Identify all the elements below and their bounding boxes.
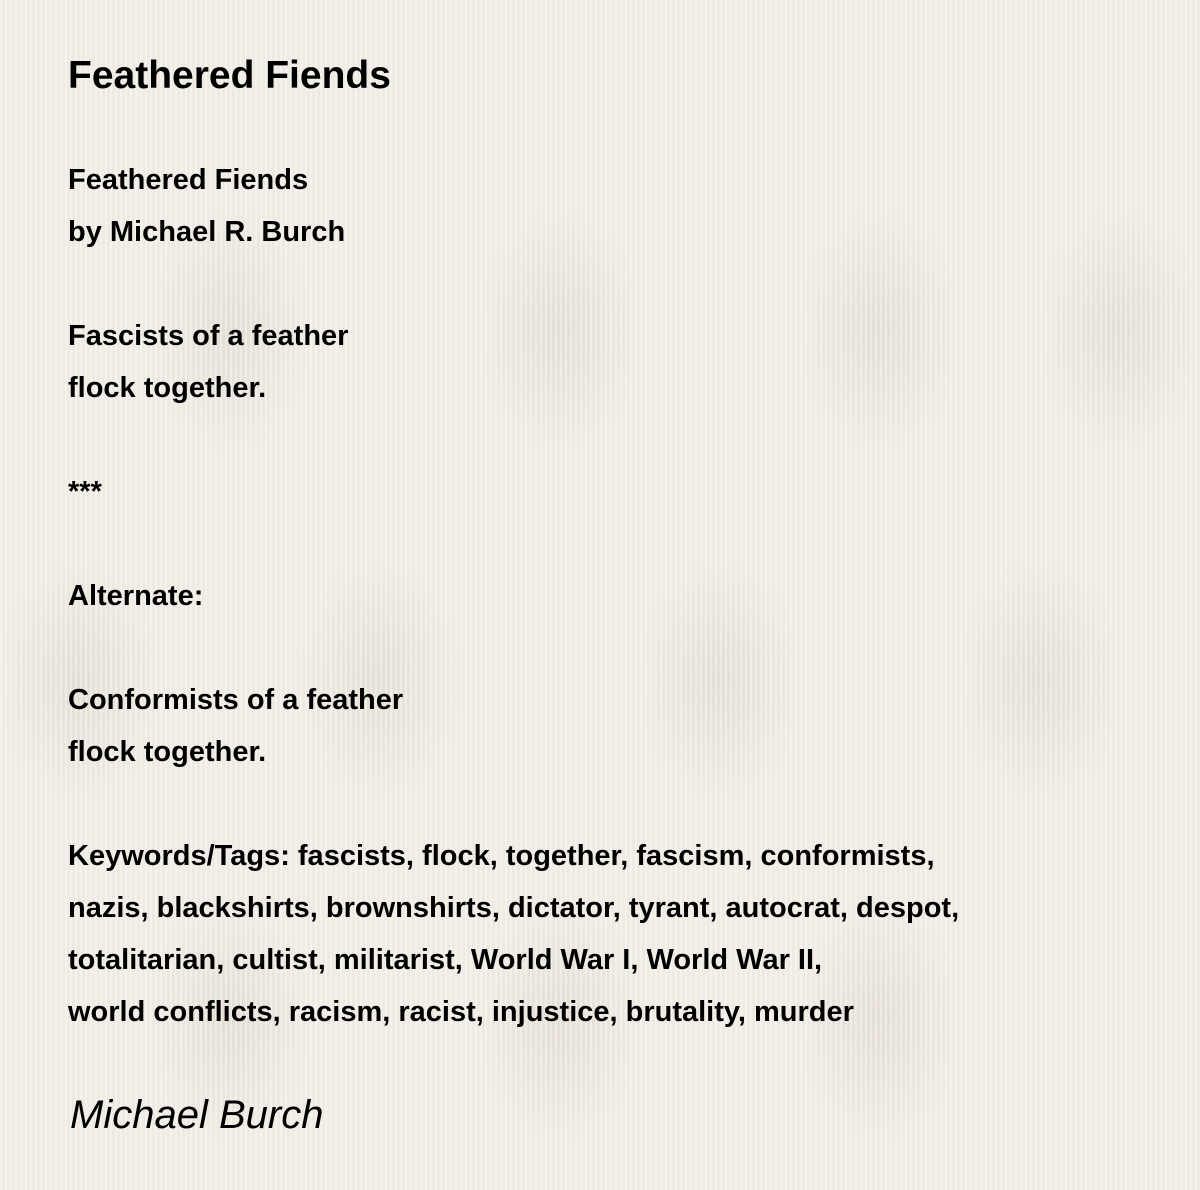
poem-byline: by Michael R. Burch <box>68 216 346 248</box>
poem-body <box>68 154 1168 1038</box>
poem-line: Fascists of a feather <box>68 320 349 352</box>
poem-line: flock together. <box>68 372 267 404</box>
stanza-spacer <box>68 414 1168 466</box>
stanza-spacer <box>68 622 1168 674</box>
stanza-spacer <box>68 778 1168 830</box>
page-title: Feathered Fiends <box>68 54 391 97</box>
poem-line: flock together. <box>68 736 267 768</box>
stanza-spacer <box>68 518 1168 570</box>
keywords-line: Keywords/Tags: fascists, flock, together, fascism, conformists, <box>68 840 935 872</box>
keywords-line: world conflicts, racism, racist, injustice, brutality, murder <box>68 996 854 1028</box>
poem-separator: *** <box>68 476 102 508</box>
author-signature: Michael Burch <box>70 1093 324 1137</box>
keywords-line: nazis, blackshirts, brownshirts, dictator, tyrant, autocrat, despot, <box>68 892 960 924</box>
stanza-spacer <box>68 258 1168 310</box>
poem-heading: Feathered Fiends <box>68 164 309 196</box>
poem-line: Conformists of a feather <box>68 684 404 716</box>
keywords-line: totalitarian, cultist, militarist, World War I, World War II, <box>68 944 823 976</box>
alternate-label: Alternate: <box>68 580 204 612</box>
